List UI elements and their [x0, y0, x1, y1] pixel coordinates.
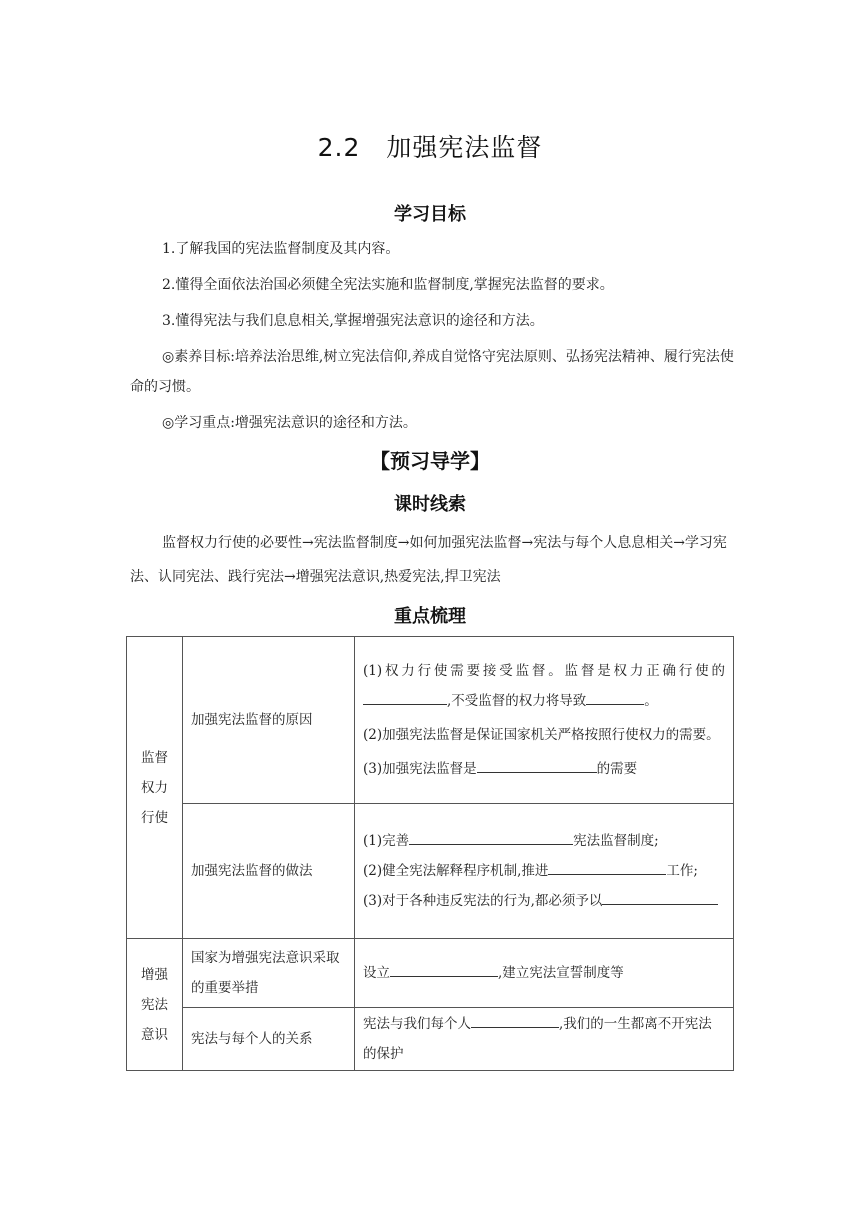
reasons-line1-start: (1)权力行使需要接受监督。监督是权力正确行使的	[363, 663, 725, 679]
reasons-line3-end: 的需要	[596, 761, 638, 777]
reasons-line1-end: 。	[644, 693, 658, 709]
row-label-relationship: 宪法与每个人的关系	[183, 1008, 355, 1071]
fill-blank	[409, 830, 573, 845]
relationship-start: 宪法与我们每个人	[363, 1016, 471, 1032]
group-label-awareness: 增强宪法意识	[127, 939, 183, 1071]
methods-line1-end: 宪法监督制度;	[573, 833, 659, 849]
goal-item: ◎学习重点:增强宪法意识的途径和方法。	[162, 415, 417, 431]
fill-blank	[477, 758, 597, 773]
methods-line1-start: (1)完善	[363, 833, 410, 849]
methods-line3: (3)对于各种违反宪法的行为,都必须予以	[363, 893, 603, 909]
fill-blank	[363, 690, 447, 705]
measures-end: ,建立宪法宣誓制度等	[498, 965, 624, 981]
fill-blank	[390, 962, 498, 977]
goal-item: ◎素养目标:培养法治思维,树立宪法信仰,养成自觉恪守宪法原则、弘扬宪法精神、履行宪法使命的习惯。	[130, 349, 734, 395]
preview-heading: 【预习导学】	[370, 449, 490, 473]
row-content-relationship	[355, 1008, 734, 1071]
row-label-measures: 国家为增强宪法意识采取的重要举措	[183, 939, 355, 1008]
reasons-line1-mid: ,不受监督的权力将导致	[447, 693, 587, 709]
row-content-reasons	[355, 637, 734, 804]
row-label-methods: 加强宪法监督的做法	[183, 804, 355, 939]
table-row	[127, 1008, 734, 1071]
goals-heading: 学习目标	[394, 204, 466, 225]
goal-item: 1.了解我国的宪法监督制度及其内容。	[162, 241, 400, 257]
page-title: 2.2 加强宪法监督	[317, 133, 543, 162]
table-row	[127, 804, 734, 939]
goal-item: 2.懂得全面依法治国必须健全宪法实施和监督制度,掌握宪法监督的要求。	[162, 277, 614, 293]
table-row	[127, 637, 734, 804]
clue-heading: 课时线索	[394, 494, 466, 515]
fill-blank	[471, 1013, 559, 1028]
row-label-reasons: 加强宪法监督的原因	[183, 637, 355, 804]
methods-line2-start: (2)健全宪法解释程序机制,推进	[363, 863, 549, 879]
table-row	[127, 939, 734, 1008]
group-label-supervise: 监督权力行使	[127, 637, 183, 939]
row-content-measures	[355, 939, 734, 1008]
reasons-line2: (2)加强宪法监督是保证国家机关严格按照行使权力的需要。	[363, 727, 720, 743]
measures-start: 设立	[363, 965, 390, 981]
goals-list	[130, 234, 734, 438]
fill-blank	[548, 860, 666, 875]
reasons-line3-start: (3)加强宪法监督是	[363, 761, 477, 777]
key-points-table	[126, 636, 734, 1071]
fill-blank	[602, 890, 718, 905]
fill-blank	[586, 690, 644, 705]
clue-text: 监督权力行使的必要性→宪法监督制度→如何加强宪法监督→宪法与每个人息息相关→学习宪法、认同宪法、践行宪法→增强宪法意识,热爱宪法,捍卫宪法	[130, 535, 727, 585]
row-content-methods	[355, 804, 734, 939]
methods-line2-end: 工作;	[666, 863, 698, 879]
goal-item: 3.懂得宪法与我们息息相关,掌握增强宪法意识的途径和方法。	[162, 313, 544, 329]
key-heading: 重点梳理	[394, 606, 466, 627]
relationship-end: ,我们的一生都离不开宪法的保护	[363, 1016, 712, 1062]
